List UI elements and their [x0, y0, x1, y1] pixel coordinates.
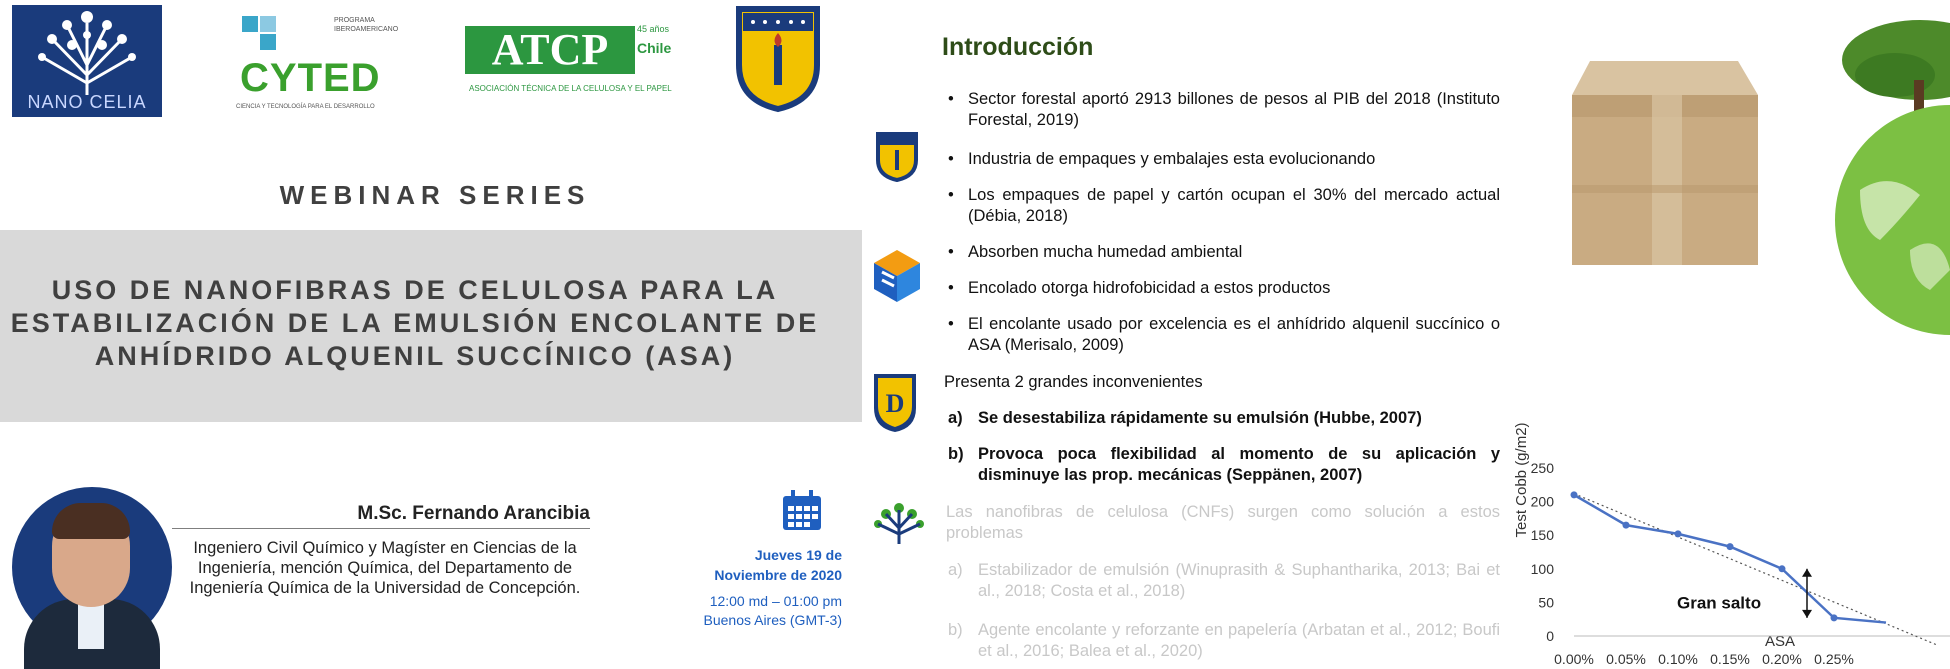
webinar-series-label: WEBINAR SERIES: [279, 180, 591, 210]
y-tick-label: 100: [1530, 560, 1554, 577]
y-tick-label: 150: [1530, 527, 1554, 544]
slide-heading: Introducción: [942, 33, 1094, 61]
data-point: [1675, 530, 1682, 537]
title-band: [0, 230, 862, 422]
presenta-text: Presenta 2 grandes inconvenientes: [944, 373, 1203, 391]
x-tick-label: 0.10%: [1658, 651, 1698, 667]
faded-item-b: b) Agente encolante y reforzante en papelería (Arbatan et al., 2012; Boufi et al., 2016; Balea et al., 2020): [948, 621, 1500, 660]
speaker-description: Ingeniero Civil Químico y Magíster en Ciencias de la Ingeniería, mención Química, del Departamento de Ingeniería Química de la Universidad de Concepción.: [189, 539, 581, 597]
webinar-title: [0, 274, 830, 373]
bullet-item: • Encolado otorga hidrofobicidad a estos productos: [948, 279, 1331, 297]
x-tick-label: 0.05%: [1606, 651, 1646, 667]
data-point: [1623, 522, 1630, 529]
time-line-2: Buenos Aires (GMT-3): [703, 612, 842, 628]
nanocelia-logo-text: NANO CELIA: [27, 92, 147, 112]
data-point: [1727, 543, 1734, 550]
y-tick-label: 0: [1546, 628, 1554, 644]
svg-text:D: D: [885, 389, 905, 418]
date-line-2: Noviembre de 2020: [714, 567, 842, 583]
y-tick-label: 200: [1530, 493, 1554, 510]
cobb-test-chart: [1500, 310, 1950, 667]
y-tick-label: 250: [1530, 460, 1554, 476]
atcp-years: 45 años: [637, 24, 670, 34]
annotation-label: Gran salto: [1677, 593, 1762, 613]
webinar-title-line: USO DE NANOFIBRAS DE CELULOSA PARA LA: [51, 275, 779, 305]
udec-crest-logo: [735, 5, 821, 112]
data-point: [1831, 614, 1838, 621]
atcp-logo-text: ATCP: [465, 26, 635, 74]
jump-arrow-head: [1802, 569, 1812, 577]
bullet-item: • Los empaques de papel y cartón ocupan el 30% del mercado actual (Débia, 2018): [948, 186, 1500, 225]
data-point: [1571, 491, 1578, 498]
bullet-item: • Industria de empaques y embalajes esta evolucionando: [948, 150, 1376, 168]
data-point: [1779, 565, 1786, 572]
bullet-item: • El encolante usado por excelencia es el anhídrido alquenil succínico o ASA (Merisalo, 2009): [948, 315, 1500, 354]
webinar-title-line: ESTABILIZACIÓN DE LA EMULSIÓN ENCOLANTE DE: [10, 308, 820, 338]
cardboard-box-image: [1560, 55, 1770, 270]
crest-icon: [735, 5, 821, 112]
faded-paragraph: Las nanofibras de celulosa (CNFs) surgen como solución a estos problemas: [946, 503, 1500, 542]
cyted-logo-text: CYTED: [240, 56, 381, 100]
speaker-avatar: [12, 487, 172, 647]
cyted-logo: [236, 16, 399, 116]
issue-a: a) Se desestabiliza rápidamente su emulsión (Hubbe, 2007): [948, 409, 1422, 427]
x-tick-label: 0.15%: [1710, 651, 1750, 667]
atcp-chile: Chile: [637, 40, 672, 56]
cyted-subtitle: CIENCIA Y TECNOLOGÍA PARA EL DESARROLLO: [236, 104, 375, 110]
calendar-icon: [781, 490, 823, 532]
x-tick-label: 0.20%: [1762, 651, 1802, 667]
speaker-name: M.Sc. Fernando Arancibia: [357, 503, 590, 524]
atcp-subtitle: ASOCIACIÓN TÉCNICA DE LA CELULOSA Y EL PAPEL: [469, 84, 672, 93]
globe-tree-image: [1820, 20, 1950, 290]
issue-b: b) Provoca poca flexibilidad al momento de su aplicación y disminuye las prop. mecánicas (Seppänen, 2007): [948, 445, 1500, 484]
y-tick-label: 50: [1538, 594, 1554, 611]
bullet-item: • Sector forestal aportó 2913 billones de pesos al PIB del 2018 (Instituto Forestal, 2019): [948, 90, 1500, 129]
cube-logo-icon: [874, 250, 920, 302]
jump-arrow-head: [1802, 610, 1812, 618]
x-tick-label: 0.00%: [1554, 651, 1594, 667]
x-tick-label: 0.25%: [1814, 651, 1854, 667]
webinar-time: [680, 592, 842, 630]
y-axis-label: Test Cobb (g/m2): [1513, 422, 1530, 538]
shield-logo-icon: [872, 372, 918, 434]
nanocelia-logo: [12, 5, 162, 117]
webinar-date: [680, 545, 842, 585]
cyted-program-text: PROGRAMA IBEROAMERICANO: [334, 17, 399, 33]
cyted-mark-icon: [242, 16, 282, 56]
date-line-1: Jueves 19 de: [754, 547, 842, 563]
tree-logo-icon: [870, 498, 928, 546]
udec-crest-icon: [876, 132, 918, 182]
webinar-title-slide: [0, 0, 870, 650]
atcp-logo: [465, 20, 675, 110]
speaker-divider: [172, 528, 590, 529]
x-axis-label: ASA: [1764, 633, 1796, 650]
time-line-1: 12:00 md – 01:00 pm: [709, 593, 842, 609]
bullet-item: • Absorben mucha humedad ambiental: [948, 243, 1243, 261]
webinar-title-line: ANHÍDRIDO ALQUENIL SUCCÍNICO (ASA): [94, 341, 736, 371]
faded-item-a: a) Estabilizador de emulsión (Winuprasith & Suphantharika, 2013; Bai et al., 2018; Costa et al., 2018): [948, 561, 1500, 600]
